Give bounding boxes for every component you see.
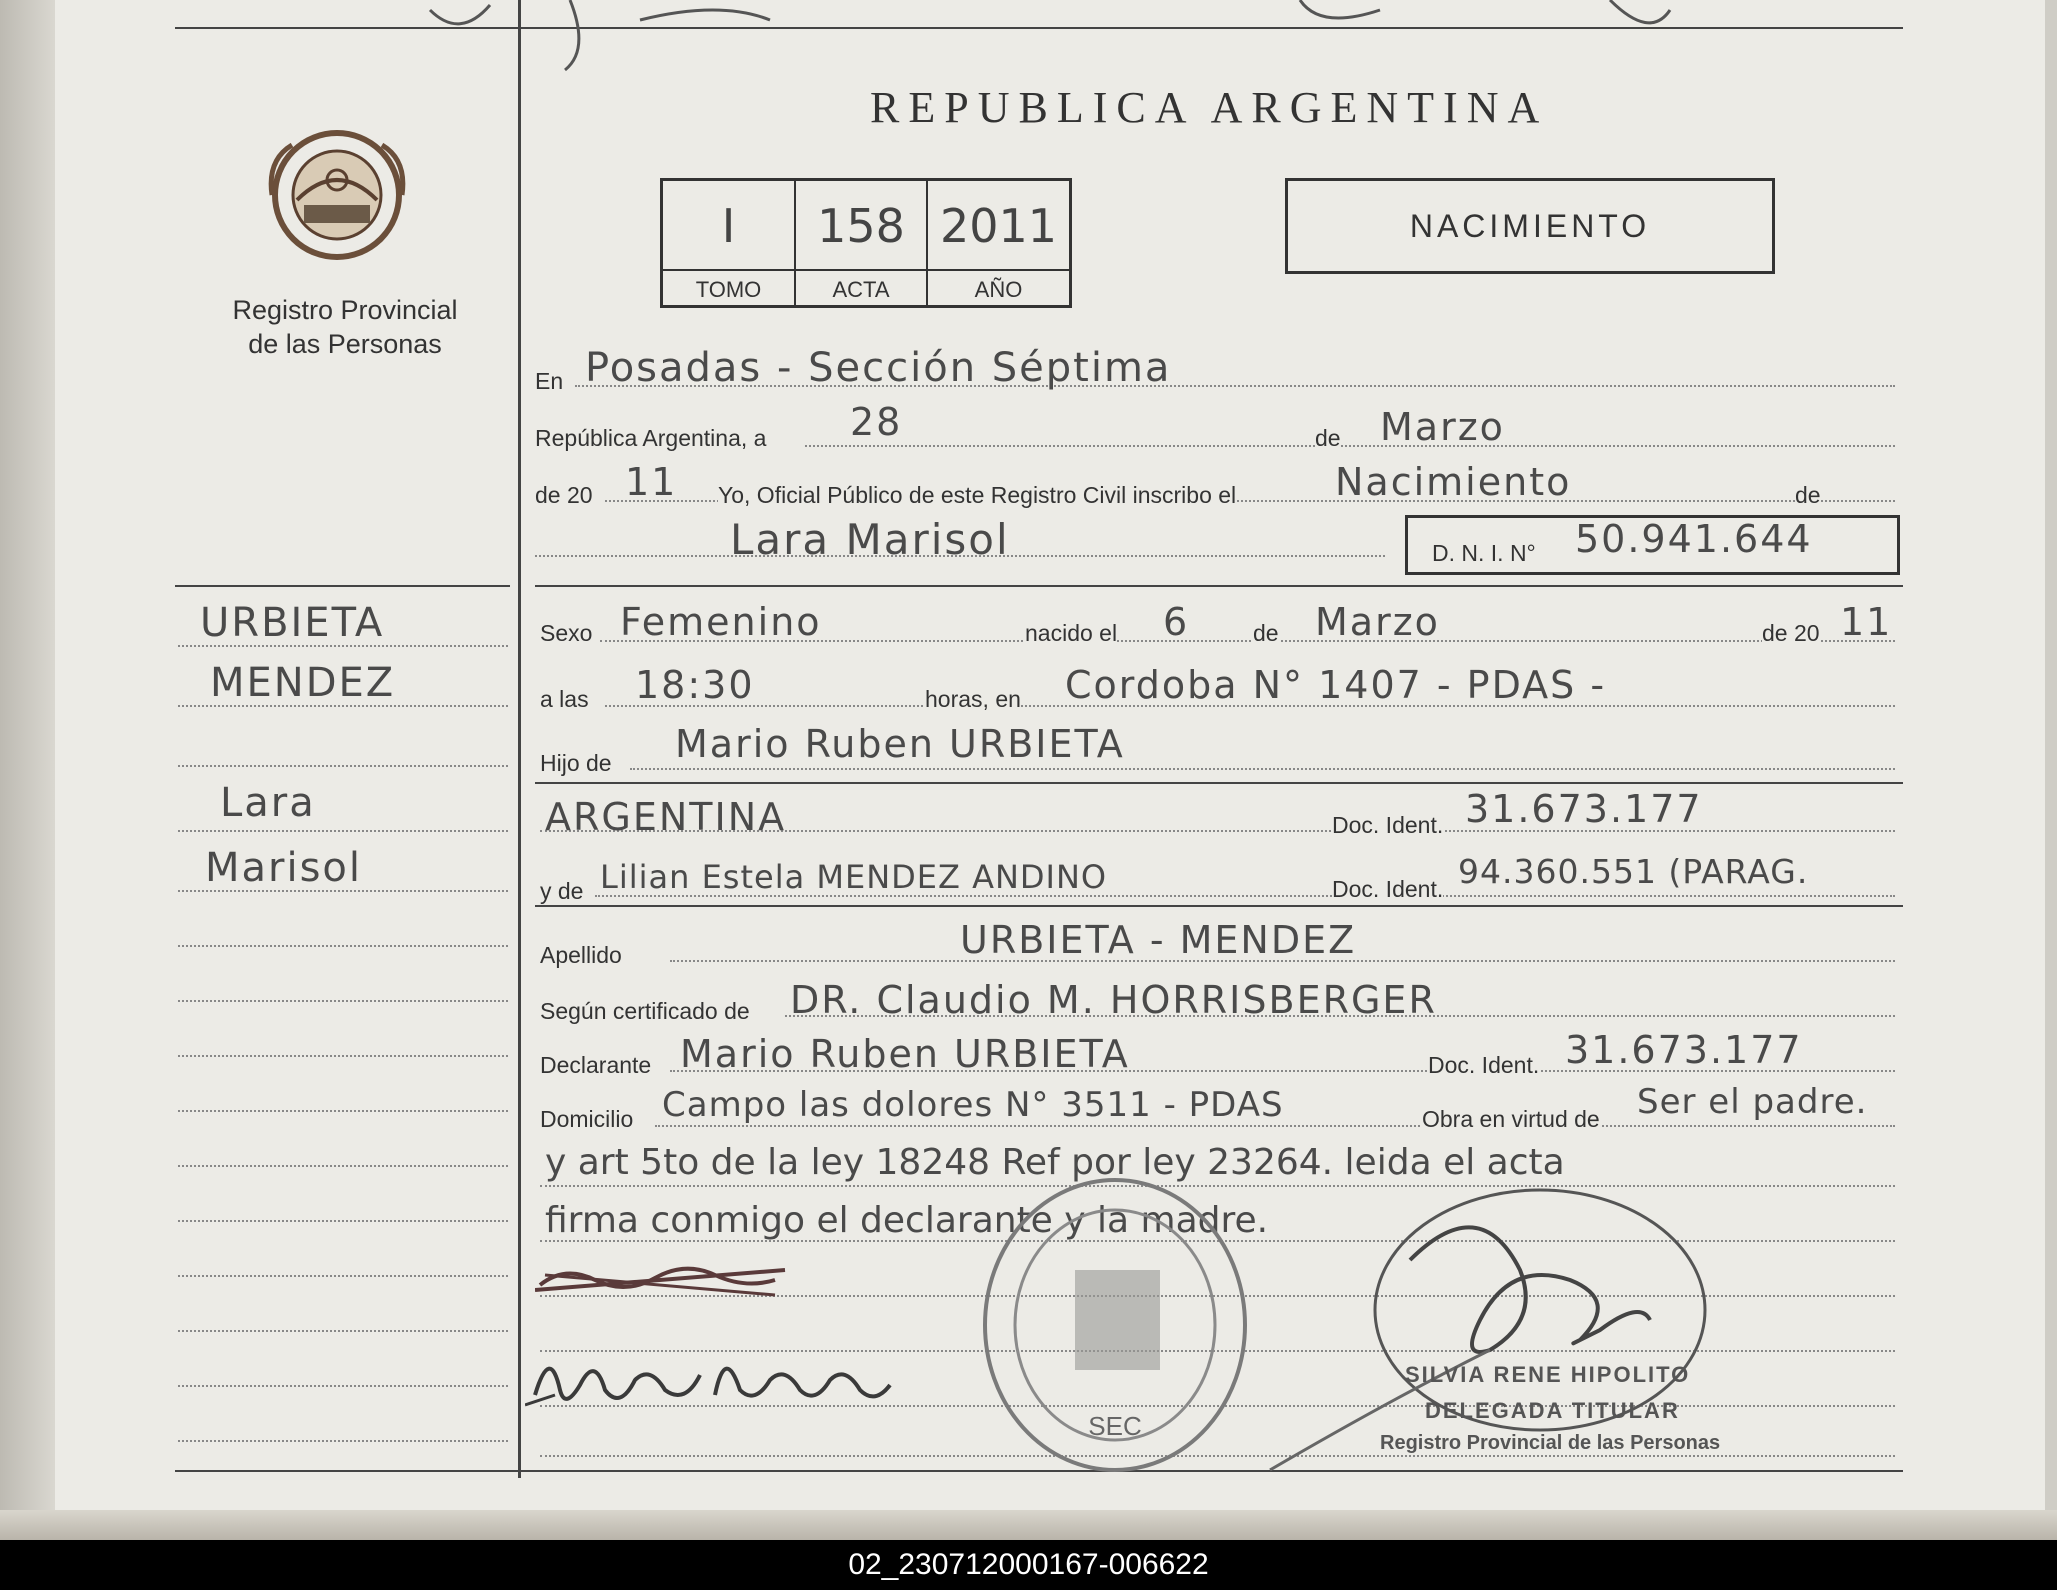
sidebar-dotted-line: [178, 1440, 508, 1442]
sidebar-dotted-line: [178, 1055, 508, 1057]
label-de: de: [1253, 620, 1279, 646]
sidebar-line-3: Lara: [220, 780, 316, 826]
page-title: REPUBLICA ARGENTINA: [870, 83, 1549, 132]
value-sexo: Femenino: [620, 600, 822, 644]
sidebar-dotted-line: [178, 1000, 508, 1002]
official-org: Registro Provincial de las Personas: [1380, 1432, 1721, 1454]
value-lugar: Posadas - Sección Séptima: [585, 345, 1172, 391]
value-nac-mes: Marzo: [1315, 600, 1440, 644]
value-nac-dia: 6: [1163, 600, 1190, 644]
value-declarante: Mario Ruben URBIETA: [680, 1032, 1130, 1076]
sidebar-dotted-line: [178, 1330, 508, 1332]
label-sexo: Sexo: [540, 620, 593, 646]
value-dia: 28: [850, 400, 903, 444]
label-obra: Obra en virtud de: [1422, 1106, 1600, 1132]
dotted-line: [630, 768, 1895, 770]
sidebar-line-1: URBIETA: [200, 600, 385, 646]
value-nac-anio: 11: [1840, 600, 1893, 644]
sidebar-line-4: Marisol: [205, 845, 363, 891]
value-nacionalidad-padre: ARGENTINA: [545, 795, 787, 839]
label-nacido: nacido el: [1025, 620, 1118, 646]
value-anio-corto: 11: [625, 460, 678, 504]
label-yo: Yo, Oficial Público de este Registro Civil inscribo el: [718, 482, 1237, 508]
sidebar-rule: [175, 585, 510, 587]
value-doc-madre: 94.360.551 (PARAG.: [1458, 852, 1809, 891]
label-apellido: Apellido: [540, 942, 622, 968]
value-nombre: Lara Marisol: [730, 515, 1010, 564]
value-dni: 50.941.644: [1575, 517, 1813, 561]
label-horas: horas, en: [925, 686, 1021, 712]
crossed-signature-icon: [535, 1250, 795, 1310]
registry-line-1: Registro Provincial: [232, 295, 458, 325]
sidebar-dotted-line: [178, 645, 508, 647]
sidebar-dotted-line: [178, 765, 508, 767]
value-apellido: URBIETA - MENDEZ: [960, 918, 1357, 962]
anio-label: AÑO: [928, 269, 1069, 308]
record-type-box: NACIMIENTO: [1285, 178, 1775, 274]
label-de: de: [1795, 482, 1821, 508]
value-mes: Marzo: [1380, 405, 1505, 449]
page-shadow: [0, 0, 60, 1540]
label-de20: de 20: [1762, 620, 1820, 646]
value-hora: 18:30: [635, 663, 755, 707]
record-number-box: [660, 178, 1072, 308]
dotted-line: [655, 1125, 1895, 1127]
sidebar-dotted-line: [178, 1385, 508, 1387]
label-docident: Doc. Ident.: [1428, 1052, 1540, 1078]
sidebar-dotted-line: [178, 890, 508, 892]
body-rule-3: [535, 905, 1903, 907]
sidebar-dotted-line: [178, 1165, 508, 1167]
dotted-line: [805, 445, 1895, 447]
acta-value: 158: [796, 181, 928, 269]
value-medico: DR. Claudio M. HORRISBERGER: [790, 978, 1437, 1022]
official-signature-icon: [1240, 1150, 1720, 1480]
label-domicilio: Domicilio: [540, 1106, 634, 1132]
official-role: DELEGADA TITULAR: [1425, 1398, 1680, 1423]
official-name: SILVIA RENE HIPOLITO: [1405, 1362, 1691, 1387]
body-rule-2: [535, 782, 1903, 784]
sidebar-dotted-line: [178, 1220, 508, 1222]
label-de20: de 20: [535, 482, 593, 508]
label-hijo: Hijo de: [540, 750, 612, 776]
tomo-value: I: [663, 181, 796, 269]
label-de: de: [1315, 425, 1341, 451]
document-id: 02_230712000167-006622: [0, 1540, 2057, 1590]
anio-value: 2011: [939, 199, 1058, 253]
value-texto-1: y art 5to de la ley 18248 Ref por ley 23264. leida el acta: [545, 1142, 1565, 1183]
value-doc-padre: 31.673.177: [1465, 787, 1703, 831]
label-dni: D. N. I. N°: [1432, 540, 1536, 566]
label-yde: y de: [540, 878, 584, 904]
sidebar-dotted-line: [178, 830, 508, 832]
value-lugar-nac: Cordoba N° 1407 - PDAS -: [1065, 663, 1607, 707]
label-alas: a las: [540, 686, 589, 712]
body-rule-1: [535, 585, 1903, 587]
sidebar-line-2: MENDEZ: [210, 660, 396, 706]
official-stamp-icon: [975, 1170, 1255, 1480]
mother-signature-icon: [525, 1335, 925, 1425]
sidebar-dotted-line: [178, 705, 508, 707]
acta-label: ACTA: [796, 269, 928, 308]
svg-text:SEC: SEC: [1088, 1411, 1142, 1441]
label-declarante: Declarante: [540, 1052, 652, 1078]
label-republica: República Argentina, a: [535, 425, 767, 451]
value-padre: Mario Ruben URBIETA: [675, 722, 1125, 766]
page-bottom-edge: [0, 1510, 2057, 1540]
value-domicilio: Campo las dolores N° 3511 - PDAS: [662, 1085, 1284, 1125]
value-doc-declarante: 31.673.177: [1565, 1028, 1803, 1072]
column-divider: [518, 0, 521, 1478]
province-seal-icon: [262, 120, 412, 270]
tomo-label: TOMO: [663, 269, 796, 308]
registry-name: [195, 293, 495, 361]
registry-line-2: de las Personas: [248, 329, 442, 359]
value-madre: Lilian Estela MENDEZ ANDINO: [600, 858, 1108, 896]
label-docident: Doc. Ident.: [1332, 812, 1444, 838]
label-en: En: [535, 368, 564, 394]
value-tipo-inscripcion: Nacimiento: [1335, 460, 1572, 504]
top-scribble-icon: [420, 0, 1720, 80]
label-docident: Doc. Ident.: [1332, 876, 1444, 902]
sidebar-dotted-line: [178, 1275, 508, 1277]
sidebar-dotted-line: [178, 1110, 508, 1112]
value-texto-2: firma conmigo el declarante y la madre.: [545, 1200, 1269, 1241]
label-segun: Según certificado de: [540, 998, 750, 1024]
sidebar-dotted-line: [178, 945, 508, 947]
value-obra: Ser el padre.: [1637, 1082, 1868, 1122]
